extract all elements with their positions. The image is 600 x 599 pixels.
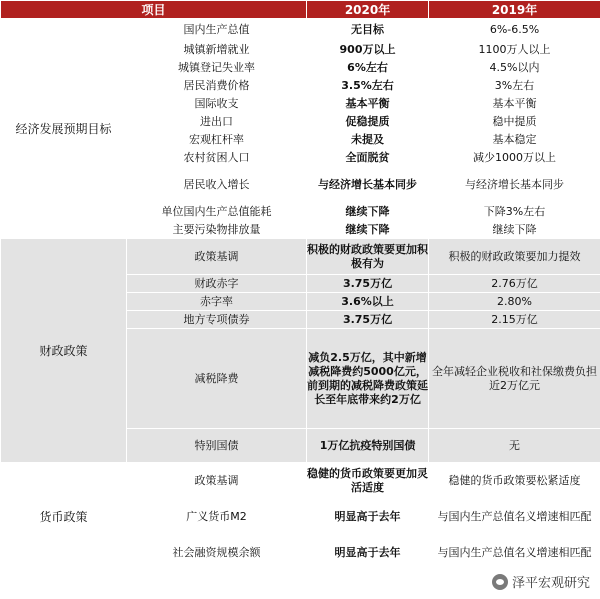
row-2019: 与国内生产总值名义增速相匹配 <box>429 535 600 571</box>
row-2019: 减少1000万以上 <box>429 149 600 167</box>
row-item: 农村贫困人口 <box>127 149 307 167</box>
row-item: 地方专项债券 <box>127 311 307 329</box>
row-2020: 6%左右 <box>307 59 429 77</box>
row-item: 减税降费 <box>127 329 307 429</box>
table-row <box>1 19 600 41</box>
row-2020: 未提及 <box>307 131 429 149</box>
row-item: 进出口 <box>127 113 307 131</box>
row-2019: 稳中提质 <box>429 113 600 131</box>
row-2019: 无 <box>429 429 600 463</box>
row-2020: 与经济增长基本同步 <box>307 167 429 203</box>
row-2020: 基本平衡 <box>307 95 429 113</box>
watermark <box>490 572 592 591</box>
row-2020: 1万亿抗疫特别国债 <box>307 429 429 463</box>
row-item: 国内生产总值 <box>127 19 307 41</box>
row-item: 单位国内生产总值能耗 <box>127 203 307 221</box>
row-item: 城镇新增就业 <box>127 41 307 59</box>
row-2019: 2.76万亿 <box>429 275 600 293</box>
row-2019: 继续下降 <box>429 221 600 239</box>
row-2020: 明显高于去年 <box>307 499 429 535</box>
row-2020: 继续下降 <box>307 203 429 221</box>
category-monetary: 货币政策 <box>1 463 127 571</box>
row-2019: 全年减轻企业税收和社保缴费负担近2万亿元 <box>429 329 600 429</box>
row-item: 国际收支 <box>127 95 307 113</box>
row-2019: 6%-6.5% <box>429 19 600 41</box>
row-2019: 2.15万亿 <box>429 311 600 329</box>
row-2020: 促稳提质 <box>307 113 429 131</box>
row-item: 宏观杠杆率 <box>127 131 307 149</box>
header-2020: 2020年 <box>307 1 429 19</box>
row-item: 居民消费价格 <box>127 77 307 95</box>
row-2019: 下降3%左右 <box>429 203 600 221</box>
row-2019: 基本稳定 <box>429 131 600 149</box>
table-row <box>1 463 600 499</box>
row-2020: 全面脱贫 <box>307 149 429 167</box>
header-row <box>1 1 600 19</box>
row-2020: 3.75万亿 <box>307 275 429 293</box>
row-item: 政策基调 <box>127 239 307 275</box>
row-2019: 稳健的货币政策要松紧适度 <box>429 463 600 499</box>
row-2019: 3%左右 <box>429 77 600 95</box>
row-item: 财政赤字 <box>127 275 307 293</box>
row-2019: 积极的财政政策要加力提效 <box>429 239 600 275</box>
row-2020: 3.75万亿 <box>307 311 429 329</box>
category-fiscal: 财政政策 <box>1 239 127 463</box>
row-item: 主要污染物排放量 <box>127 221 307 239</box>
row-2020: 3.6%以上 <box>307 293 429 311</box>
row-2020: 无目标 <box>307 19 429 41</box>
row-2020: 900万以上 <box>307 41 429 59</box>
row-item: 特别国债 <box>127 429 307 463</box>
header-item: 项目 <box>1 1 307 19</box>
table-row <box>1 239 600 275</box>
row-item: 赤字率 <box>127 293 307 311</box>
row-2020: 明显高于去年 <box>307 535 429 571</box>
row-item: 政策基调 <box>127 463 307 499</box>
category-development: 经济发展预期目标 <box>1 19 127 239</box>
row-2019: 与国内生产总值名义增速相匹配 <box>429 499 600 535</box>
row-2019: 2.80% <box>429 293 600 311</box>
row-2019: 4.5%以内 <box>429 59 600 77</box>
wechat-icon <box>492 574 508 590</box>
row-2019: 1100万人以上 <box>429 41 600 59</box>
row-2019: 基本平衡 <box>429 95 600 113</box>
row-2020: 积极的财政政策要更加积极有为 <box>307 239 429 275</box>
header-2019: 2019年 <box>429 1 600 19</box>
row-item: 城镇登记失业率 <box>127 59 307 77</box>
row-item: 居民收入增长 <box>127 167 307 203</box>
row-2020: 稳健的货币政策要更加灵活适度 <box>307 463 429 499</box>
row-item: 广义货币M2 <box>127 499 307 535</box>
row-2020: 3.5%左右 <box>307 77 429 95</box>
row-2020: 继续下降 <box>307 221 429 239</box>
row-2019: 与经济增长基本同步 <box>429 167 600 203</box>
watermark-text: 泽平宏观研究 <box>511 576 590 591</box>
row-item: 社会融资规模余额 <box>127 535 307 571</box>
row-2020: 减负2.5万亿，其中新增减税降费约5000亿元，前到期的减税降费政策延长至年底带来约2万亿 <box>307 329 429 429</box>
